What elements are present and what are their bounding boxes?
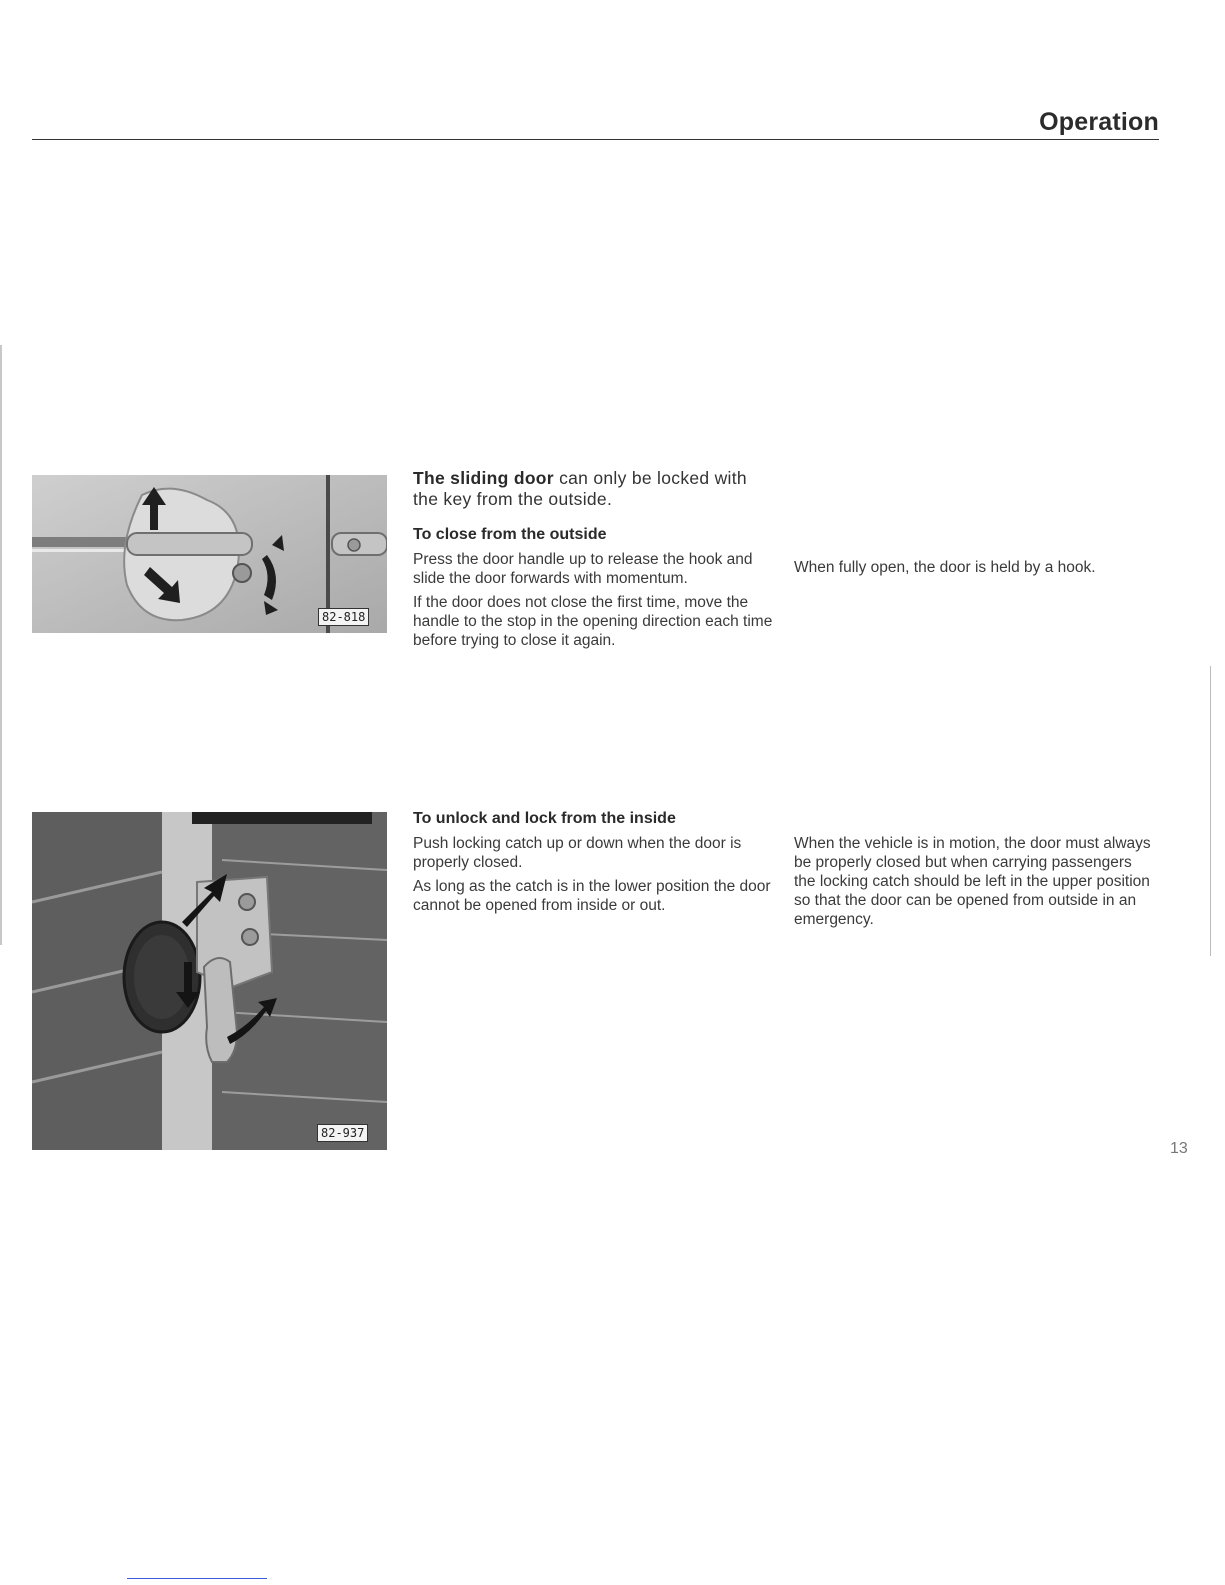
unlock-lock-heading: To unlock and lock from the inside [413,810,676,827]
figure-locking-catch [32,812,387,1150]
scan-edge-right [1210,666,1211,956]
lead-bold: The sliding door [413,468,554,488]
header-rule [32,139,1159,140]
bottom-scan-line [127,1578,267,1579]
section-title: Operation [1039,108,1159,136]
close-outside-heading: To close from the outside [413,526,607,543]
figure-door-handle [32,475,387,633]
figure-tag: 82-818 [318,608,369,626]
block2-left [413,810,773,915]
page-number: 13 [1170,1140,1188,1157]
block1-left [413,468,773,650]
close-outside-para1: Press the door handle up to release the hook and slide the door forwards with momentum. [413,551,753,587]
figure-tag: 82-937 [317,1124,368,1142]
scan-edge [0,345,2,945]
close-outside-para2: If the door does not close the first time, move the handle to the stop in the opening direction each time before trying to close it again. [413,594,773,649]
locking-catch-photo-icon [32,812,387,1150]
lead-paragraph [413,468,773,510]
unlock-lock-para1: Push locking catch up or down when the door is properly closed. [413,835,742,871]
block1-right [794,558,1164,577]
motion-safety-note: When the vehicle is in motion, the door must always be properly closed but when carrying passengers the locking catch should be left in the upper position so that the door can be opened from outside in an emergency. [794,835,1151,928]
held-by-hook-note: When fully open, the door is held by a hook. [794,559,1096,576]
unlock-lock-para2: As long as the catch is in the lower position the door cannot be opened from inside or out. [413,878,771,914]
block2-right [794,834,1156,929]
lead-rest: can only be locked with the key from the outside. [413,468,747,509]
